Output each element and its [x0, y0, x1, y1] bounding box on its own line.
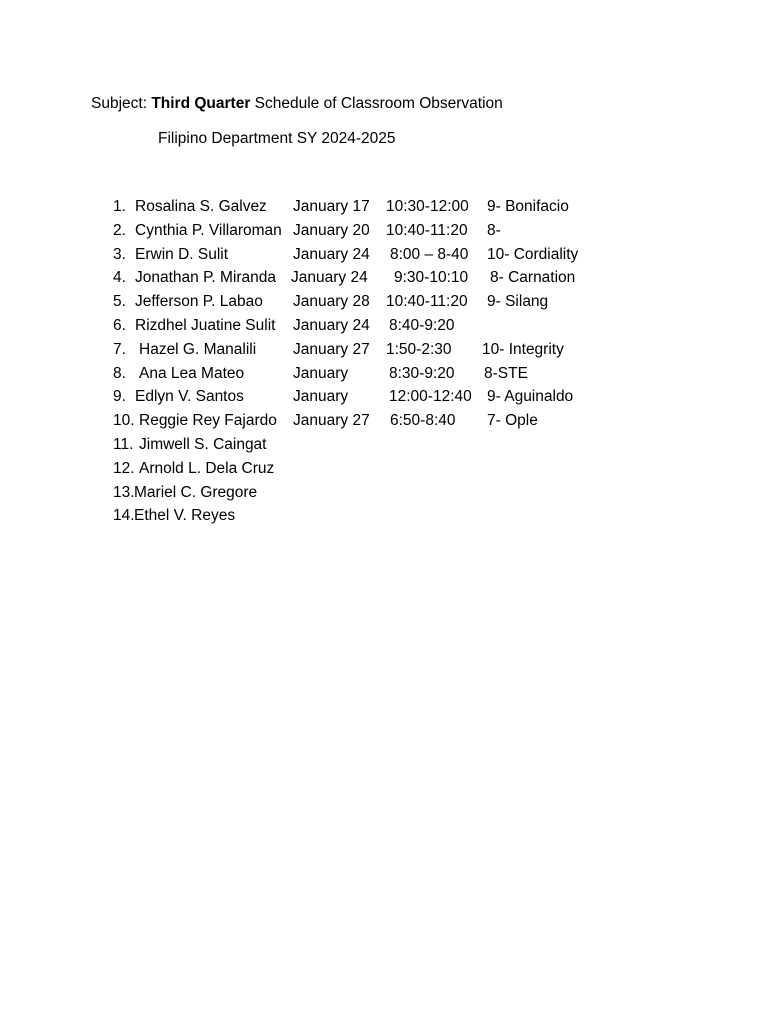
row-number: 10. [113, 412, 135, 430]
row-number: 3. [113, 245, 126, 263]
observation-date: January 24 [293, 316, 370, 334]
list-item [113, 412, 673, 436]
row-number: 9. [113, 388, 126, 406]
subject-prefix: Subject: [91, 95, 152, 112]
class-section: 8- Carnation [490, 269, 576, 287]
list-item [113, 341, 673, 365]
teacher-name: Rosalina S. Galvez [135, 198, 267, 215]
row-number: 2. [113, 221, 126, 239]
row-number: 4. [113, 269, 126, 287]
list-item [113, 365, 673, 389]
list-item [113, 460, 673, 484]
row-number: 6. [113, 316, 126, 334]
class-section: 10- Cordiality [487, 245, 579, 263]
observation-date: January 27 [293, 412, 370, 430]
class-section: 9- Bonifacio [487, 198, 569, 215]
observation-date: January [293, 364, 349, 382]
subject-quarter: Third Quarter [151, 95, 251, 112]
class-section: 8-STE [484, 364, 528, 382]
list-item [113, 198, 673, 222]
observation-time: 10:30-12:00 [386, 198, 469, 215]
teacher-name: Rizdhel Juatine Sulit [135, 316, 276, 334]
schedule-list [113, 198, 673, 531]
teacher-name: Ethel V. Reyes [134, 507, 236, 525]
class-section: 9- Aguinaldo [487, 388, 574, 406]
row-number: 14. [113, 507, 135, 525]
row-number: 7. [113, 340, 126, 358]
observation-time: 1:50-2:30 [386, 340, 452, 358]
row-number: 5. [113, 293, 126, 311]
list-item [113, 269, 673, 293]
subject-title: Schedule of Classroom Observation [250, 95, 503, 112]
observation-time: 6:50-8:40 [390, 412, 456, 430]
list-item [113, 484, 673, 508]
observation-time: 9:30-10:10 [394, 269, 469, 287]
observation-date: January 27 [293, 340, 370, 358]
teacher-name: Reggie Rey Fajardo [139, 412, 277, 430]
row-number: 1. [113, 198, 126, 215]
class-section: 9- Silang [487, 293, 549, 311]
teacher-name: Ana Lea Mateo [139, 364, 245, 382]
row-number: 13. [113, 483, 135, 501]
class-section: 10- Integrity [482, 340, 564, 358]
subject-line [91, 95, 503, 113]
observation-time: 8:40-9:20 [389, 316, 455, 334]
department-line: Filipino Department SY 2024-2025 [158, 130, 396, 147]
row-number: 11. [113, 435, 134, 453]
teacher-name: Jonathan P. Miranda [135, 269, 277, 287]
observation-date: January 28 [293, 293, 370, 311]
teacher-name: Mariel C. Gregore [134, 483, 258, 501]
teacher-name: Hazel G. Manalili [139, 340, 257, 358]
class-section: 7- Ople [487, 412, 538, 430]
teacher-name: Erwin D. Sulit [135, 245, 229, 263]
observation-date: January [293, 388, 349, 406]
observation-time: 10:40-11:20 [386, 293, 468, 311]
list-item [113, 293, 673, 317]
list-item [113, 222, 673, 246]
teacher-name: Arnold L. Dela Cruz [139, 459, 275, 477]
teacher-name: Cynthia P. Villaroman [135, 221, 282, 239]
list-item [113, 507, 673, 531]
class-section: 8- [487, 221, 501, 239]
teacher-name: Jefferson P. Labao [135, 293, 263, 311]
list-item [113, 436, 673, 460]
observation-time: 8:00 – 8-40 [390, 245, 469, 263]
observation-time: 8:30-9:20 [389, 364, 455, 382]
observation-date: January 17 [293, 198, 370, 215]
list-item [113, 246, 673, 270]
observation-time: 12:00-12:40 [389, 388, 472, 406]
teacher-name: Edlyn V. Santos [135, 388, 244, 406]
row-number: 12. [113, 459, 135, 477]
teacher-name: Jimwell S. Caingat [139, 435, 267, 453]
observation-date: January 24 [293, 245, 370, 263]
row-number: 8. [113, 364, 126, 382]
observation-date: January 20 [293, 221, 370, 239]
observation-time: 10:40-11:20 [386, 221, 468, 239]
observation-date: January 24 [291, 269, 368, 287]
list-item [113, 317, 673, 341]
list-item [113, 388, 673, 412]
